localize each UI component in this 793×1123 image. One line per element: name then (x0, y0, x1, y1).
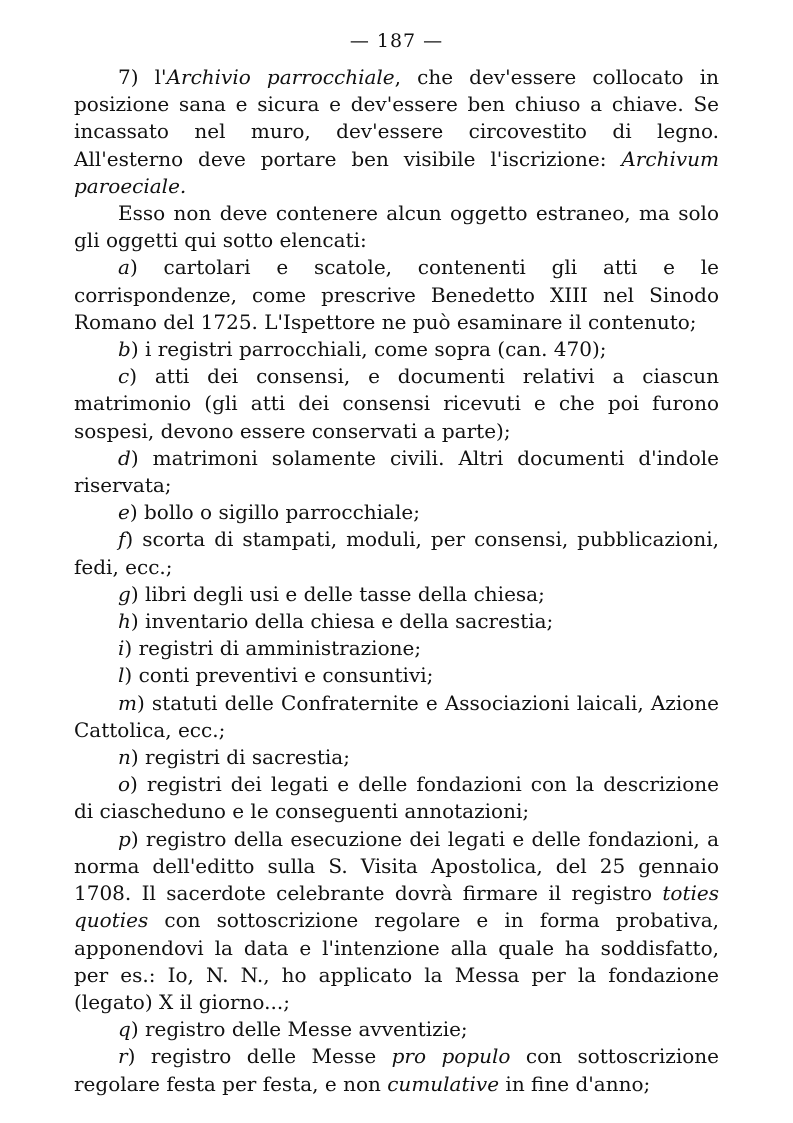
paragraph (74, 744, 719, 771)
italic-run: e (118, 500, 130, 525)
italic-run: pro populo (391, 1044, 511, 1069)
text-run: ) i registri parrocchiali, come sopra (can. 470); (130, 337, 607, 362)
text-run: ) conti preventivi e consuntivi; (124, 663, 434, 688)
text-run: ) cartolari e scatole, contenenti gli atti e le corrispondenze, come prescrive Benedetto XIII nel Sinodo Romano del 1725. L'Ispettore ne può esaminare il contenuto; (74, 255, 719, 334)
italic-run: m (118, 690, 137, 715)
paragraph (74, 526, 719, 580)
paragraph (74, 635, 719, 662)
paragraph (74, 445, 719, 499)
italic-run: i (118, 636, 125, 661)
text-run: con sottoscrizione regolare festa per festa, e non (74, 1044, 719, 1096)
italic-run: b (118, 337, 131, 362)
italic-run: toties quoties (74, 881, 719, 933)
text-run: con sottoscrizione regolare e in forma probativa, apponendovi la data e l'intenzione alla quale ha soddisfatto, per es.: Io, N. N., ho applicato la Messa per la fondazione (legato) X il giorno...; (74, 908, 719, 1014)
paragraph (74, 662, 719, 689)
text-run: ) registri di amministrazione; (124, 636, 422, 661)
text-run: , che dev'essere collocato in posizione sana e sicura e dev'essere ben chiuso a chiave. Se incassato nel muro, dev'essere circovestito di legno. All'esterno deve portare ben visibile l'iscrizione: (74, 65, 720, 171)
italic-run: g (118, 581, 131, 606)
text-run: ) libri degli usi e delle tasse della chiesa; (130, 581, 545, 606)
text-run: ) statuti delle Confraternite e Associazioni laicali, Azione Cattolica, ecc.; (74, 690, 719, 742)
text-run: ) atti dei consensi, e documenti relativi a ciascun matrimonio (gli atti dei consensi ricevuti e che poi furono sospesi, devono essere conservati a parte); (74, 364, 719, 443)
paragraph (74, 608, 719, 635)
italic-run: cumulative (387, 1071, 500, 1096)
italic-run: o (118, 772, 131, 797)
italic-run: c (118, 364, 130, 389)
italic-run: d (118, 445, 131, 470)
paragraph (74, 690, 719, 744)
paragraph (74, 200, 719, 254)
italic-run: f (118, 527, 126, 552)
text-run: ) registro delle Messe avventizie; (130, 1017, 468, 1042)
text-run: ) bollo o sigillo parrocchiale; (129, 500, 420, 525)
paragraph (74, 771, 719, 825)
paragraph (74, 363, 719, 445)
italic-run: Archivio parrocchiale (166, 65, 395, 89)
paragraph (74, 499, 719, 526)
italic-run: p (118, 826, 131, 851)
italic-run: Archivum paroeciale. (74, 146, 719, 198)
text-run: ) matrimoni solamente civili. Altri documenti d'indole riservata; (74, 445, 719, 498)
body-text (74, 64, 719, 1098)
paragraph (74, 581, 719, 608)
text-run: ) registro delle Messe (127, 1044, 392, 1069)
text-run: ) scorta di stampati, moduli, per consensi, pubblicazioni, fedi, ecc.; (74, 527, 719, 579)
text-run: ) registri dei legati e delle fondazioni con la descrizione di ciascheduno e le conseguenti annotazioni; (74, 772, 719, 824)
page-number: — 187 — (349, 30, 444, 52)
italic-run: n (118, 745, 131, 770)
paragraph (74, 254, 719, 336)
italic-run: r (118, 1044, 128, 1069)
italic-run: h (118, 609, 131, 634)
text-run: Esso non deve contenere alcun oggetto estraneo, ma solo gli oggetti qui sotto elencati: (74, 201, 719, 253)
italic-run: q (118, 1017, 131, 1042)
italic-run: l (118, 663, 125, 688)
text-run: 7) l' (118, 65, 167, 89)
italic-run: a (118, 255, 130, 280)
paragraph (74, 336, 719, 363)
paragraph (74, 826, 719, 1016)
paragraph (74, 64, 719, 200)
text-run: in fine d'anno; (499, 1071, 651, 1096)
text-run: ) inventario della chiesa e della sacrestia; (130, 609, 554, 634)
text-run: ) registri di sacrestia; (130, 745, 350, 770)
paragraph (74, 1016, 719, 1043)
text-run: ) registro della esecuzione dei legati e delle fondazioni, a norma dell'editto sulla S. Visita Apostolica, del 25 gennaio 1708. Il sacerdote celebrante dovrà firmare il registro (74, 826, 719, 906)
paragraph (74, 1043, 719, 1097)
